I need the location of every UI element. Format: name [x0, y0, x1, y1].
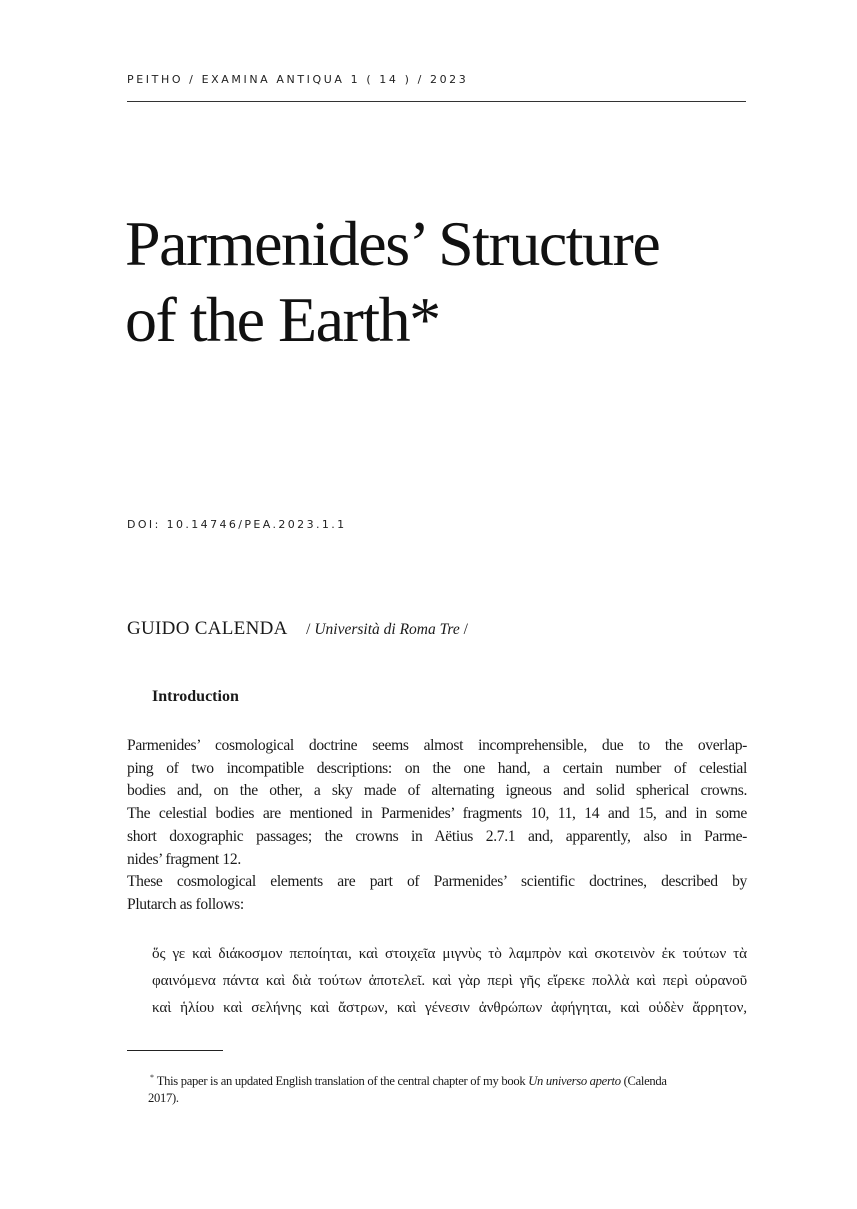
greek-quotation	[152, 940, 747, 1021]
footnote-marker: *	[150, 1073, 154, 1082]
section-heading: Introduction	[152, 688, 239, 705]
article-title	[125, 206, 765, 358]
author-affiliation	[306, 621, 468, 638]
quote-line: φαινόμενα πάντα καὶ διὰ τούτων ἀποτελεῖ. καὶ γὰρ περὶ γῆς εἴρεκε πολλὰ καὶ περὶ οὐρανοῦ	[152, 972, 747, 989]
footnote-book-title: Un universo aperto	[528, 1074, 621, 1088]
running-head: PEITHO / EXAMINA ANTIQUA 1 ( 14 ) / 2023	[127, 73, 469, 86]
body-line: Plutarch as follows:	[127, 895, 244, 913]
quote-line: καὶ ἡλίου καὶ σελήνης καὶ ἄστρων, καὶ γένεσιν ἀνθρώπων ἀφήγηται, καὶ οὐδὲν ἄρρητον,	[152, 999, 747, 1016]
body-paragraph	[127, 735, 747, 917]
body-line: nides’ fragment 12.	[127, 850, 241, 868]
body-line: bodies and, on the other, a sky made of alternating igneous and solid spherical crowns.	[127, 782, 747, 800]
affiliation-name: Università di Roma Tre	[314, 621, 460, 638]
title-line-2: of the Earth*	[125, 284, 440, 355]
footnote-line-2: 2017).	[148, 1091, 179, 1105]
footnote-text-after: (Calenda	[620, 1074, 667, 1088]
header-rule	[127, 101, 746, 102]
body-line: ping of two incompatible descriptions: on the one hand, a certain number of celestial	[127, 759, 747, 777]
quote-line: ὅς γε καὶ διάκοσμον πεποίηται, καὶ στοιχεῖα μιγνὺς τὸ λαμπρὸν καὶ σκοτεινὸν ἐκ τούτων τὰ	[152, 945, 747, 962]
body-line: short doxographic passages; the crowns in Aëtius 2.7.1 and, apparently, also in Parme-	[127, 827, 747, 845]
doi-label: DOI: 10.14746/PEA.2023.1.1	[127, 518, 347, 531]
body-line: The celestial bodies are mentioned in Parmenides’ fragments 10, 11, 14 and 15, and in some	[127, 805, 747, 823]
affiliation-close-slash: /	[463, 621, 468, 638]
footnote-text: This paper is an updated English translation of the central chapter of my book	[156, 1074, 529, 1088]
author-line	[127, 618, 468, 640]
footnote-line-1	[150, 1069, 747, 1090]
body-line: These cosmological elements are part of Parmenides’ scientific doctrines, described by	[127, 873, 747, 891]
title-line-1: Parmenides’ Structure	[125, 208, 660, 279]
author-name: GUIDO CALENDA	[127, 618, 288, 639]
body-line: Parmenides’ cosmological doctrine seems almost incomprehensible, due to the overlap-	[127, 737, 747, 754]
footnote-rule	[127, 1050, 223, 1051]
footnote	[150, 1069, 747, 1107]
affiliation-open-slash: /	[306, 621, 311, 638]
